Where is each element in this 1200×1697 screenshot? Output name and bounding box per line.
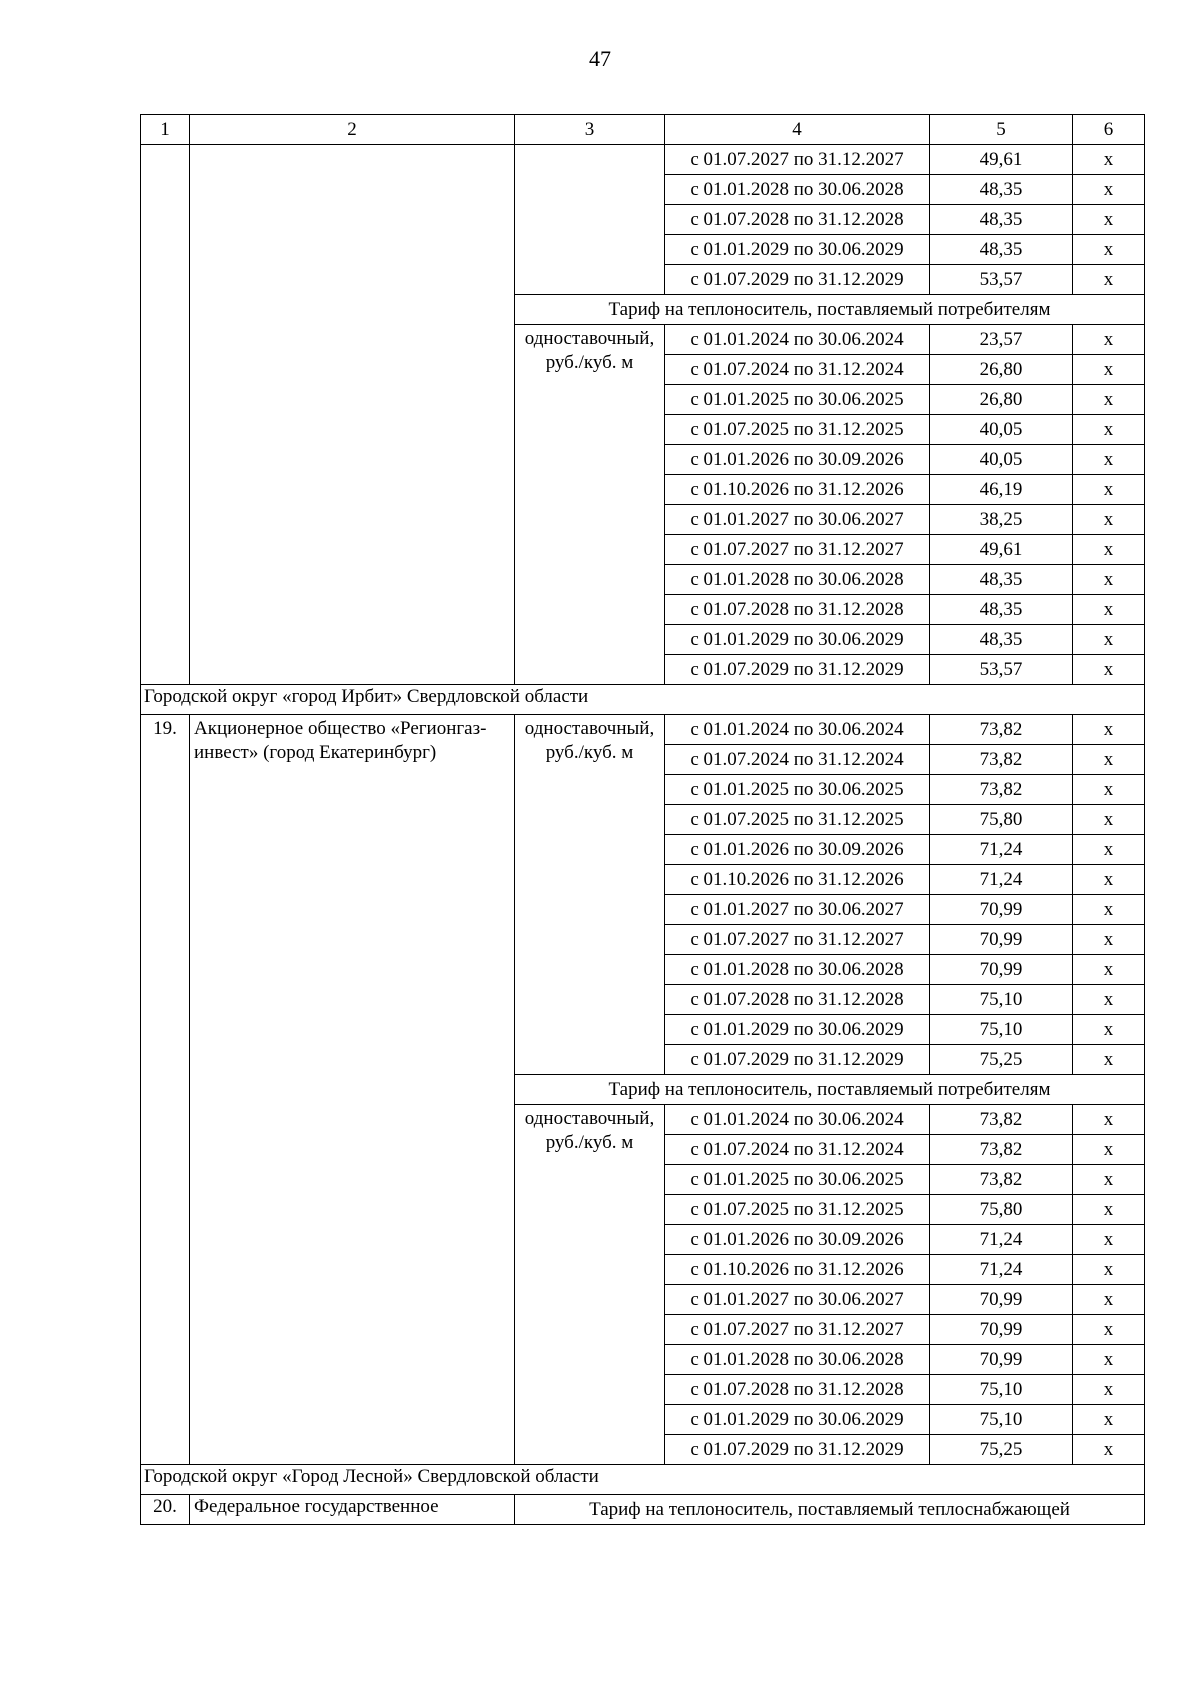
rate-type-cell (515, 145, 665, 295)
value-cell: 23,57 (930, 325, 1073, 355)
period-cell: с 01.07.2027 по 31.12.2027 (665, 925, 930, 955)
value-cell: 75,25 (930, 1045, 1073, 1075)
number-cell (141, 145, 190, 685)
period-cell: с 01.07.2024 по 31.12.2024 (665, 1135, 930, 1165)
period-cell: с 01.07.2025 по 31.12.2025 (665, 415, 930, 445)
period-cell: с 01.01.2029 по 30.06.2029 (665, 625, 930, 655)
rate-type-cell: одноставочный, руб./куб. м (515, 325, 665, 685)
period-cell: с 01.01.2024 по 30.06.2024 (665, 325, 930, 355)
value-cell: 75,10 (930, 1405, 1073, 1435)
value-cell: 73,82 (930, 715, 1073, 745)
period-cell: с 01.01.2026 по 30.09.2026 (665, 1225, 930, 1255)
mark-cell: х (1073, 385, 1145, 415)
mark-cell: х (1073, 1195, 1145, 1225)
period-cell: с 01.07.2029 по 31.12.2029 (665, 265, 930, 295)
value-cell: 48,35 (930, 175, 1073, 205)
value-cell: 75,10 (930, 1015, 1073, 1045)
value-cell: 75,80 (930, 805, 1073, 835)
period-cell: с 01.01.2029 по 30.06.2029 (665, 1015, 930, 1045)
tariff-subheader: Тариф на теплоноситель, поставляемый потребителям (515, 295, 1145, 325)
period-cell: с 01.01.2029 по 30.06.2029 (665, 235, 930, 265)
mark-cell: х (1073, 535, 1145, 565)
period-cell: с 01.01.2025 по 30.06.2025 (665, 1165, 930, 1195)
column-number-header: 6 (1073, 115, 1145, 145)
tariff-table (140, 114, 1145, 1525)
mark-cell: х (1073, 505, 1145, 535)
period-cell: с 01.01.2026 по 30.09.2026 (665, 445, 930, 475)
value-cell: 49,61 (930, 535, 1073, 565)
value-cell: 46,19 (930, 475, 1073, 505)
period-cell: с 01.07.2024 по 31.12.2024 (665, 355, 930, 385)
mark-cell: х (1073, 1315, 1145, 1345)
period-cell: с 01.07.2027 по 31.12.2027 (665, 145, 930, 175)
mark-cell: х (1073, 445, 1145, 475)
period-cell: с 01.01.2027 по 30.06.2027 (665, 505, 930, 535)
mark-cell: х (1073, 745, 1145, 775)
period-cell: с 01.07.2029 по 31.12.2029 (665, 1435, 930, 1465)
period-cell: с 01.01.2028 по 30.06.2028 (665, 955, 930, 985)
mark-cell: х (1073, 985, 1145, 1015)
period-cell: с 01.07.2028 по 31.12.2028 (665, 595, 930, 625)
value-cell: 53,57 (930, 655, 1073, 685)
value-cell: 75,10 (930, 1375, 1073, 1405)
section-heading: Городской округ «Город Лесной» Свердловской области (141, 1465, 1145, 1495)
organization-cell: Акционерное общество «Регионгаз-инвест» (город Екатеринбург) (190, 715, 515, 1465)
mark-cell: х (1073, 1045, 1145, 1075)
mark-cell: х (1073, 1375, 1145, 1405)
column-number-header: 4 (665, 115, 930, 145)
mark-cell: х (1073, 1435, 1145, 1465)
mark-cell: х (1073, 235, 1145, 265)
period-cell: с 01.01.2029 по 30.06.2029 (665, 1405, 930, 1435)
period-cell: с 01.07.2028 по 31.12.2028 (665, 205, 930, 235)
value-cell: 75,10 (930, 985, 1073, 1015)
value-cell: 49,61 (930, 145, 1073, 175)
period-cell: с 01.10.2026 по 31.12.2026 (665, 865, 930, 895)
value-cell: 71,24 (930, 1225, 1073, 1255)
table-row (141, 715, 1145, 745)
value-cell: 26,80 (930, 385, 1073, 415)
mark-cell: х (1073, 325, 1145, 355)
table-row (141, 1495, 1145, 1525)
mark-cell: х (1073, 1015, 1145, 1045)
mark-cell: х (1073, 1405, 1145, 1435)
tariff-subheader: Тариф на теплоноситель, поставляемый потребителям (515, 1075, 1145, 1105)
number-cell: 20. (141, 1495, 190, 1525)
mark-cell: х (1073, 205, 1145, 235)
mark-cell: х (1073, 625, 1145, 655)
mark-cell: х (1073, 175, 1145, 205)
value-cell: 75,25 (930, 1435, 1073, 1465)
value-cell: 38,25 (930, 505, 1073, 535)
mark-cell: х (1073, 835, 1145, 865)
value-cell: 48,35 (930, 205, 1073, 235)
mark-cell: х (1073, 1105, 1145, 1135)
mark-cell: х (1073, 1225, 1145, 1255)
mark-cell: х (1073, 1135, 1145, 1165)
mark-cell: х (1073, 1255, 1145, 1285)
section-heading: Городской округ «город Ирбит» Свердловской области (141, 685, 1145, 715)
period-cell: с 01.01.2028 по 30.06.2028 (665, 175, 930, 205)
value-cell: 53,57 (930, 265, 1073, 295)
mark-cell: х (1073, 1165, 1145, 1195)
value-cell: 70,99 (930, 925, 1073, 955)
value-cell: 70,99 (930, 955, 1073, 985)
mark-cell: х (1073, 865, 1145, 895)
section-row (141, 1465, 1145, 1495)
page-number: 47 (589, 46, 611, 71)
period-cell: с 01.01.2027 по 30.06.2027 (665, 1285, 930, 1315)
mark-cell: х (1073, 475, 1145, 505)
period-cell: с 01.10.2026 по 31.12.2026 (665, 1255, 930, 1285)
period-cell: с 01.01.2028 по 30.06.2028 (665, 565, 930, 595)
mark-cell: х (1073, 1345, 1145, 1375)
mark-cell: х (1073, 265, 1145, 295)
value-cell: 48,35 (930, 235, 1073, 265)
period-cell: с 01.01.2025 по 30.06.2025 (665, 775, 930, 805)
mark-cell: х (1073, 925, 1145, 955)
value-cell: 40,05 (930, 415, 1073, 445)
mark-cell: х (1073, 565, 1145, 595)
value-cell: 70,99 (930, 1345, 1073, 1375)
mark-cell: х (1073, 355, 1145, 385)
period-cell: с 01.07.2027 по 31.12.2027 (665, 535, 930, 565)
mark-cell: х (1073, 895, 1145, 925)
value-cell: 48,35 (930, 565, 1073, 595)
value-cell: 48,35 (930, 595, 1073, 625)
period-cell: с 01.07.2029 по 31.12.2029 (665, 655, 930, 685)
period-cell: с 01.07.2028 по 31.12.2028 (665, 1375, 930, 1405)
period-cell: с 01.07.2028 по 31.12.2028 (665, 985, 930, 1015)
period-cell: с 01.10.2026 по 31.12.2026 (665, 475, 930, 505)
value-cell: 73,82 (930, 1105, 1073, 1135)
rate-type-cell: одноставочный, руб./куб. м (515, 715, 665, 1075)
tariff-table-body (141, 115, 1145, 1525)
period-cell: с 01.07.2029 по 31.12.2029 (665, 1045, 930, 1075)
value-cell: 70,99 (930, 1285, 1073, 1315)
mark-cell: х (1073, 415, 1145, 445)
table-header-row (141, 115, 1145, 145)
column-number-header: 3 (515, 115, 665, 145)
value-cell: 71,24 (930, 1255, 1073, 1285)
value-cell: 73,82 (930, 1135, 1073, 1165)
mark-cell: х (1073, 595, 1145, 625)
value-cell: 73,82 (930, 745, 1073, 775)
mark-cell: х (1073, 955, 1145, 985)
value-cell: 48,35 (930, 625, 1073, 655)
mark-cell: х (1073, 145, 1145, 175)
column-number-header: 5 (930, 115, 1073, 145)
period-cell: с 01.07.2024 по 31.12.2024 (665, 745, 930, 775)
period-cell: с 01.01.2024 по 30.06.2024 (665, 1105, 930, 1135)
value-cell: 26,80 (930, 355, 1073, 385)
section-row (141, 685, 1145, 715)
table-row (141, 145, 1145, 175)
mark-cell: х (1073, 775, 1145, 805)
period-cell: с 01.07.2025 по 31.12.2025 (665, 1195, 930, 1225)
value-cell: 71,24 (930, 835, 1073, 865)
value-cell: 70,99 (930, 895, 1073, 925)
organization-cell (190, 145, 515, 685)
tariff-subheader: Тариф на теплоноситель, поставляемый теплоснабжающей (515, 1495, 1145, 1525)
period-cell: с 01.01.2025 по 30.06.2025 (665, 385, 930, 415)
column-number-header: 1 (141, 115, 190, 145)
mark-cell: х (1073, 1285, 1145, 1315)
mark-cell: х (1073, 805, 1145, 835)
period-cell: с 01.01.2024 по 30.06.2024 (665, 715, 930, 745)
value-cell: 73,82 (930, 775, 1073, 805)
column-number-header: 2 (190, 115, 515, 145)
period-cell: с 01.01.2026 по 30.09.2026 (665, 835, 930, 865)
number-cell: 19. (141, 715, 190, 1465)
period-cell: с 01.07.2025 по 31.12.2025 (665, 805, 930, 835)
value-cell: 71,24 (930, 865, 1073, 895)
mark-cell: х (1073, 715, 1145, 745)
period-cell: с 01.01.2028 по 30.06.2028 (665, 1345, 930, 1375)
period-cell: с 01.07.2027 по 31.12.2027 (665, 1315, 930, 1345)
organization-cell: Федеральное государственное (190, 1495, 515, 1525)
value-cell: 70,99 (930, 1315, 1073, 1345)
value-cell: 40,05 (930, 445, 1073, 475)
value-cell: 73,82 (930, 1165, 1073, 1195)
period-cell: с 01.01.2027 по 30.06.2027 (665, 895, 930, 925)
mark-cell: х (1073, 655, 1145, 685)
value-cell: 75,80 (930, 1195, 1073, 1225)
rate-type-cell: одноставочный, руб./куб. м (515, 1105, 665, 1465)
